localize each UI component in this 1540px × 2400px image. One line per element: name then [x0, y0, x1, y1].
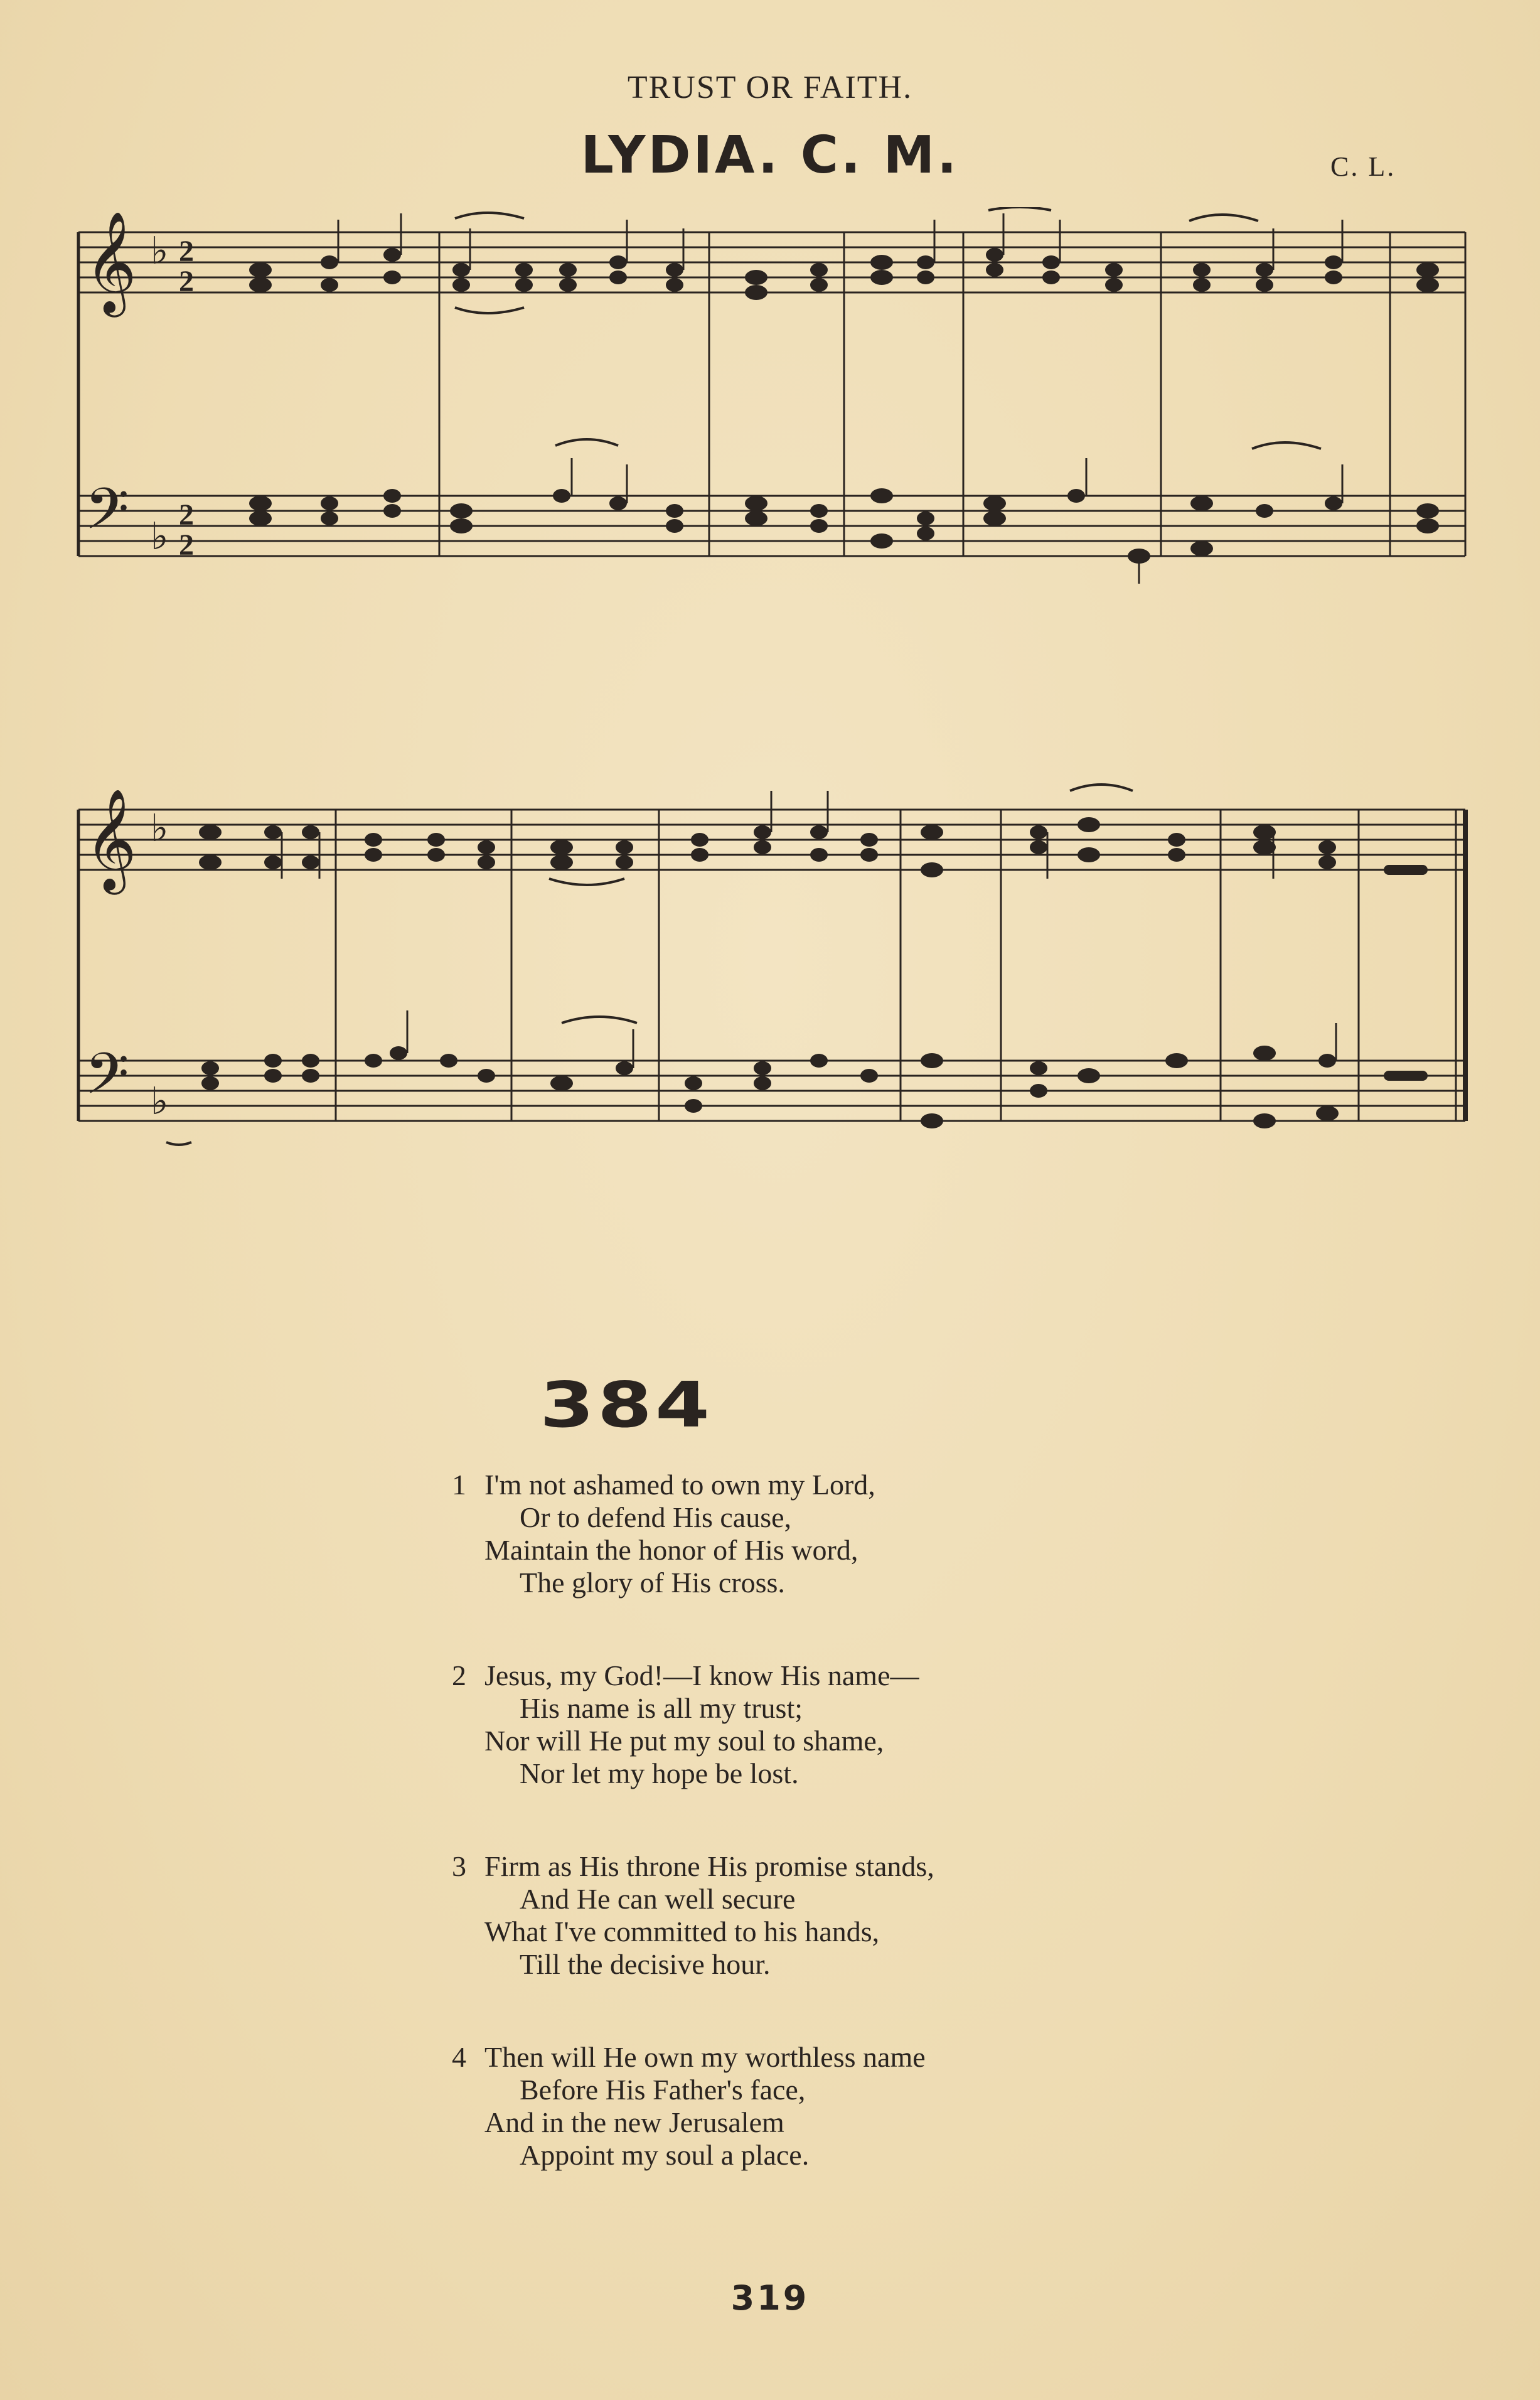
- svg-text:𝄢: 𝄢: [85, 476, 129, 556]
- stanza-line: Till the decisive hour.: [520, 1948, 771, 1980]
- stanza-line: Before His Father's face,: [520, 2074, 806, 2106]
- stanza-line: The glory of His cross.: [520, 1567, 785, 1599]
- stanza-line: 1 I'm not ashamed to own my Lord,: [452, 1469, 875, 1501]
- stanza-line: And in the new Jerusalem: [484, 2106, 784, 2138]
- section-heading: TRUST OR FAITH.: [627, 70, 913, 105]
- tune-title: LYDIA. C. M.: [580, 126, 960, 185]
- svg-text:♭: ♭: [151, 1079, 169, 1123]
- svg-text:2: 2: [179, 528, 194, 562]
- svg-text:𝄞: 𝄞: [85, 211, 137, 313]
- stanza-4: [452, 2041, 926, 2172]
- stanza-line: 2 Jesus, my God!—I know His name—: [452, 1659, 919, 1691]
- music-system-1: [72, 207, 1472, 584]
- stanza-line: Maintain the honor of His word,: [484, 1534, 858, 1566]
- score-system-1: [72, 207, 1472, 584]
- svg-text:♭: ♭: [151, 229, 169, 273]
- stanza-line: Nor let my hope be lost.: [520, 1757, 799, 1789]
- svg-text:♭: ♭: [151, 806, 169, 850]
- stanza-line: Nor will He put my soul to shame,: [484, 1725, 884, 1757]
- svg-text:𝄞: 𝄞: [85, 788, 137, 891]
- svg-text:𝄢: 𝄢: [85, 1041, 129, 1121]
- stanza-line: 3 Firm as His throne His promise stands,: [452, 1850, 934, 1882]
- stanza-line: And He can well secure: [520, 1883, 796, 1915]
- stanza-number: 2: [452, 1659, 466, 1691]
- svg-text:♭: ♭: [151, 515, 169, 559]
- stanza-line: 4 Then will He own my worthless name: [452, 2041, 926, 2073]
- svg-text:2: 2: [179, 498, 194, 532]
- stanza-line: What I've committed to his hands,: [484, 1915, 880, 1947]
- stanza-line: His name is all my trust;: [520, 1692, 803, 1724]
- composer-initials: C. L.: [1330, 151, 1396, 182]
- stanza-line: Appoint my soul a place.: [520, 2139, 810, 2171]
- stanza-line: Or to defend His cause,: [520, 1501, 792, 1533]
- svg-text:2: 2: [179, 265, 194, 298]
- page-number: 319: [730, 2278, 810, 2318]
- score-system-2: [72, 772, 1472, 1149]
- stanza-3: [452, 1850, 934, 1981]
- stanza-number: 4: [452, 2041, 466, 2073]
- hymn-number: 384: [540, 1368, 713, 1442]
- stanza-2: [452, 1659, 919, 1790]
- svg-text:2: 2: [179, 235, 194, 268]
- music-system-2: [72, 772, 1472, 1149]
- stanza-number: 1: [452, 1469, 466, 1501]
- stanza-1: [452, 1469, 875, 1599]
- stanza-number: 3: [452, 1850, 466, 1882]
